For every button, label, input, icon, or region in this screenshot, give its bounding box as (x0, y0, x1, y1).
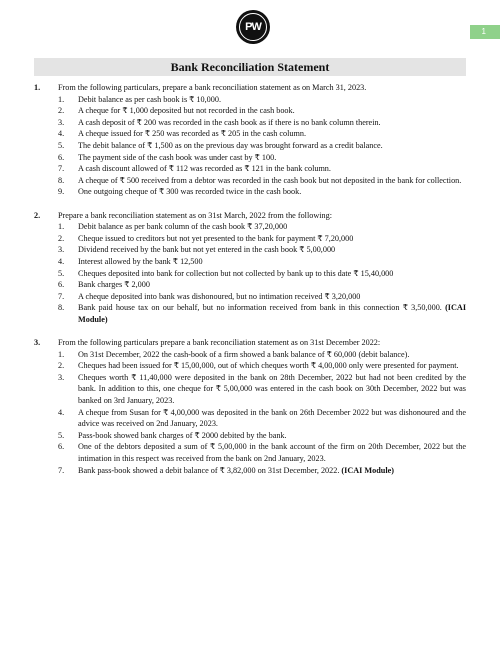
item-text: A cheque of ₹ 500 received from a debtor was recorded in the cash book but not deposited in the bank for collection. (78, 175, 462, 185)
question-3 (34, 337, 466, 476)
item-text: Cheque issued to creditors but not yet presented to the bank for payment ₹ 7,20,000 (78, 233, 354, 243)
item-text: A cheque for ₹ 1,000 deposited but not recorded in the cash book. (78, 106, 295, 116)
item-text: Pass-book showed bank charges of ₹ 2000 debited by the bank. (78, 430, 287, 440)
item-text-wrap (78, 140, 466, 152)
pw-logo (236, 10, 270, 44)
item-number: 5. (58, 268, 65, 278)
item-number: 9. (58, 187, 65, 197)
item-text: Dividend received by the bank but not yet entered in the cash book ₹ 5,00,000 (78, 245, 336, 255)
item-text: Debit balance as per cash book is ₹ 10,000. (78, 94, 221, 104)
item-text: One outgoing cheque of ₹ 300 was recorded twice in the cash book. (78, 187, 302, 197)
list-item (34, 302, 466, 325)
item-number: 3. (58, 372, 65, 382)
item-text-wrap (78, 105, 466, 117)
item-number: 3. (58, 245, 65, 255)
source-tag: (ICAI Module) (341, 465, 394, 475)
item-text-wrap (78, 233, 466, 245)
item-text: On 31st December, 2022 the cash-book of a firm showed a bank balance of ₹ 60,000 (debit balance). (78, 349, 410, 359)
list-item (34, 268, 466, 280)
list-item (34, 117, 466, 129)
item-text: Bank charges ₹ 2,000 (78, 280, 150, 290)
item-text: One of the debtors deposited a sum of ₹ 5,00,000 in the bank account of the firm on 20th December, 2022 but the intimation in this respect was received from the bank on 2nd January, 2023. (78, 442, 466, 463)
list-item (34, 279, 466, 291)
item-number: 8. (58, 175, 65, 185)
item-text: Interest allowed by the bank ₹ 12,500 (78, 256, 203, 266)
item-text: A cheque from Susan for ₹ 4,00,000 was deposited in the bank on 26th December 2022 but was dishonoured and the advice was received on 2nd January, 2023. (78, 407, 466, 429)
document-title: Bank Reconciliation Statement (34, 58, 466, 76)
item-text: The payment side of the cash book was under cast by ₹ 100. (78, 152, 277, 162)
page-number-badge: 1 (470, 25, 500, 39)
question-text: Prepare a bank reconciliation statement as on 31st March, 2022 from the following: (58, 210, 332, 220)
question-heading (34, 337, 466, 349)
list-item (34, 465, 466, 477)
question-2 (34, 210, 466, 326)
list-item (34, 256, 466, 268)
list-item (34, 186, 466, 198)
item-text-wrap (78, 163, 466, 175)
item-text-wrap (78, 117, 466, 129)
item-number: 1. (58, 94, 65, 104)
item-text: Debit balance as per bank column of the cash book ₹ 37,20,000 (78, 222, 288, 232)
question-1 (34, 82, 466, 198)
item-text: Cheques had been issued for ₹ 15,00,000, out of which cheques worth ₹ 4,00,000 only were presented for payment. (78, 361, 459, 371)
pw-logo-text: PW (239, 13, 267, 41)
list-item (34, 94, 466, 106)
source-tag: (ICAI Module) (78, 303, 467, 324)
item-text: Bank pass-book showed a debit balance of ₹ 3,82,000 on 31st December, 2022. (78, 465, 340, 475)
item-text: A cash discount allowed of ₹ 112 was recorded as ₹ 121 in the bank column. (78, 164, 331, 174)
item-number: 2. (58, 233, 65, 243)
item-number: 1. (58, 349, 65, 359)
list-item (34, 221, 466, 233)
item-number: 6. (58, 152, 65, 162)
list-item (34, 175, 466, 187)
item-text-wrap (78, 441, 466, 464)
item-text-wrap (78, 152, 466, 164)
item-number: 4. (58, 256, 65, 266)
item-number: 6. (58, 442, 65, 452)
question-text: From the following particulars, prepare a bank reconciliation statement as on March 31, 2023. (58, 83, 367, 92)
question-text: From the following particulars prepare a bank reconciliation statement as on 31st December 2022: (58, 338, 381, 348)
item-number: 3. (58, 117, 65, 127)
item-number: 5. (58, 140, 65, 150)
item-text-wrap (78, 221, 466, 233)
item-text: A cash deposit of ₹ 200 was recorded in the cash book as if there is no bank column therein. (78, 117, 381, 127)
item-text-wrap (78, 128, 466, 140)
list-item (34, 407, 466, 430)
list-item (34, 372, 466, 407)
list-item (34, 152, 466, 164)
list-item (34, 441, 466, 464)
item-text-wrap (78, 372, 466, 407)
item-text-wrap (78, 268, 466, 280)
item-number: 5. (58, 430, 65, 440)
list-item (34, 291, 466, 303)
item-text-wrap (78, 256, 466, 268)
item-text-wrap (78, 175, 466, 187)
item-text-wrap (78, 430, 466, 442)
item-number: 2. (58, 361, 65, 371)
item-text: A cheque issued for ₹ 250 was recorded as ₹ 205 in the cash column. (78, 129, 307, 139)
item-number: 1. (58, 222, 65, 232)
item-text: A cheque deposited into bank was dishonoured, but no intimation received ₹ 3,20,000 (78, 291, 361, 301)
list-item (34, 360, 466, 372)
item-number: 4. (58, 129, 65, 139)
item-number: 7. (58, 291, 65, 301)
item-text: Bank paid house tax on our behalf, but no information received from bank in this connection ₹ 3,50,000. (78, 303, 442, 313)
item-number: 8. (58, 303, 65, 313)
list-item (34, 105, 466, 117)
list-item (34, 140, 466, 152)
question-list (34, 82, 466, 488)
question-number: 3. (34, 338, 41, 348)
item-text-wrap (78, 407, 466, 430)
item-text-wrap (78, 279, 466, 291)
list-item (34, 244, 466, 256)
item-number: 6. (58, 280, 65, 290)
item-text-wrap (78, 244, 466, 256)
item-number: 2. (58, 106, 65, 116)
list-item (34, 233, 466, 245)
item-text: Cheques worth ₹ 11,40,000 were deposited in the bank on 28th December, 2022 but had not been credited by the bank. In addition to this, one cheque for ₹ 5,00,000 was entered in the cash book on 30th December, 2022 but was banked on 3rd January, 2023. (78, 372, 466, 406)
list-item (34, 128, 466, 140)
item-number: 7. (58, 465, 65, 475)
item-text-wrap (78, 360, 466, 372)
list-item (34, 163, 466, 175)
item-text-wrap (78, 291, 466, 303)
question-heading (34, 210, 466, 222)
item-text-wrap (78, 302, 466, 325)
item-text-wrap (78, 465, 466, 477)
item-text-wrap (78, 186, 466, 198)
question-number: 2. (34, 210, 41, 220)
item-text: The debit balance of ₹ 1,500 as on the previous day was brought forward as a credit balance. (78, 140, 383, 150)
item-text-wrap (78, 349, 466, 361)
item-text: Cheques deposited into bank for collection but not collected by bank up to this date ₹ 15,40,000 (78, 268, 394, 278)
question-heading (34, 82, 466, 94)
item-text-wrap (78, 94, 466, 106)
item-number: 7. (58, 164, 65, 174)
list-item (34, 349, 466, 361)
item-number: 4. (58, 407, 65, 417)
list-item (34, 430, 466, 442)
question-number: 1. (34, 83, 41, 92)
